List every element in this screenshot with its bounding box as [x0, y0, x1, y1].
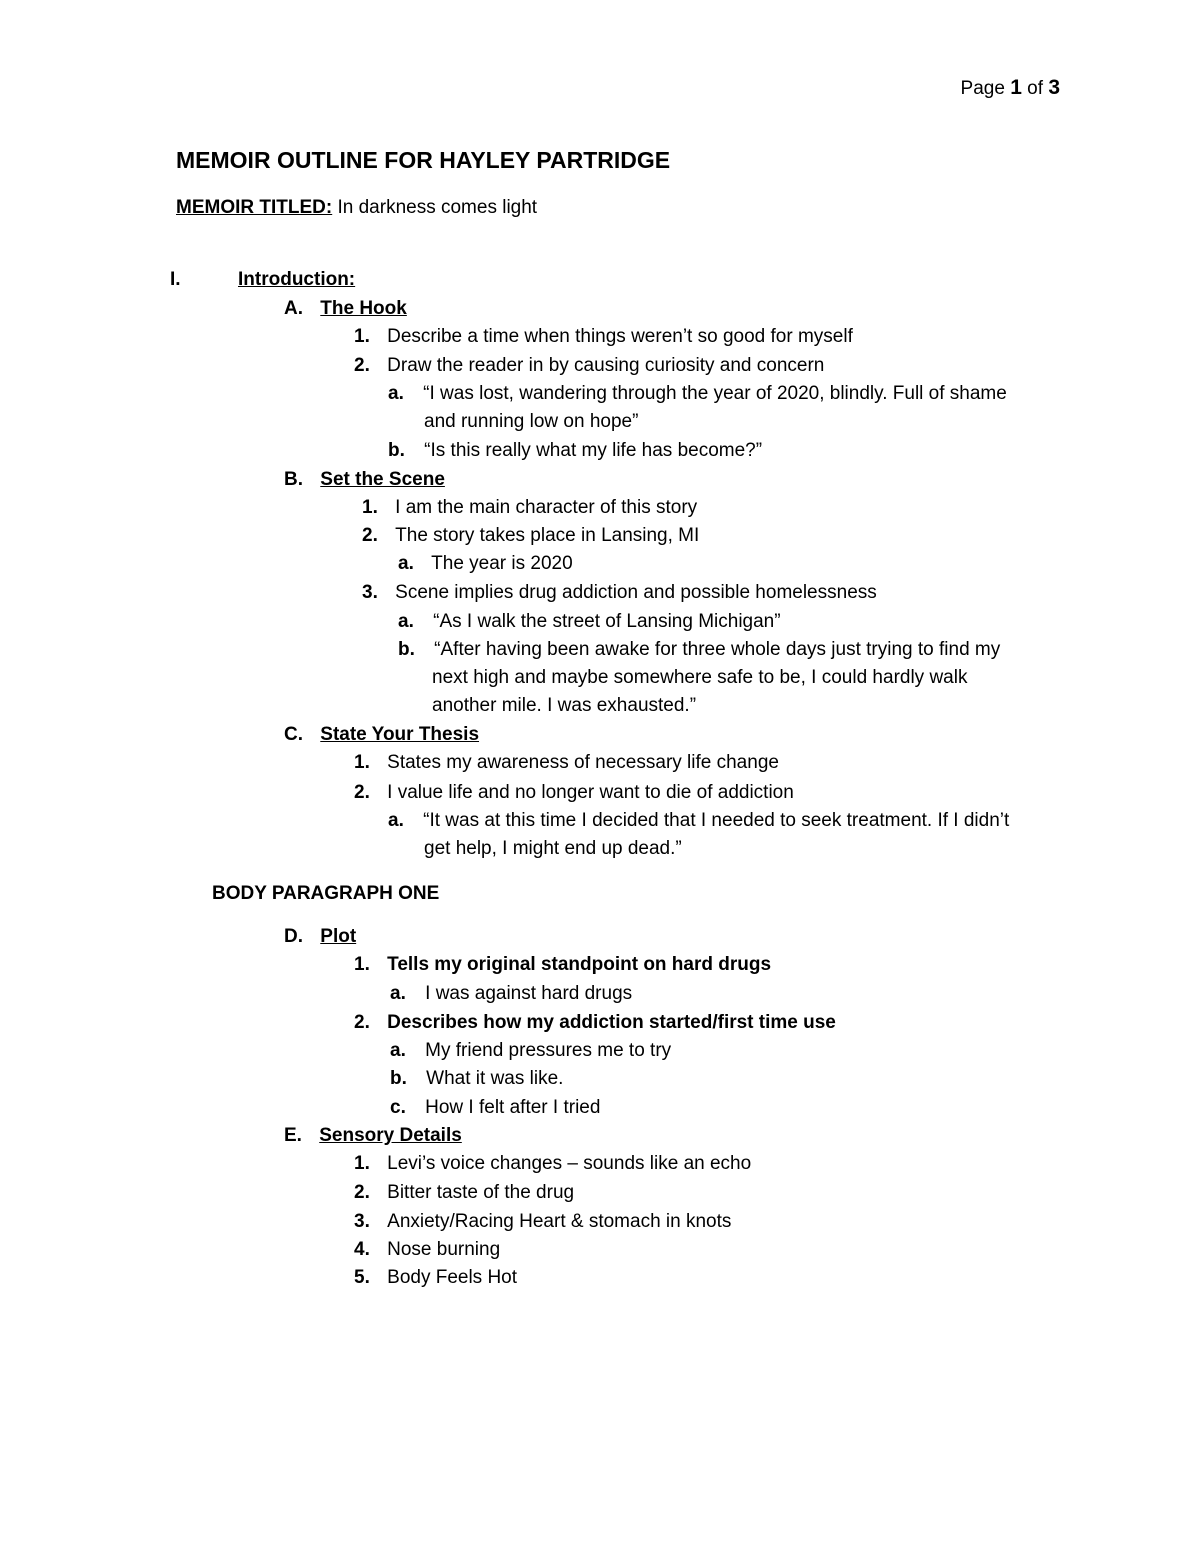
item-text: Describe a time when things weren’t so good for myself — [387, 326, 853, 347]
section-marker: I. — [170, 269, 181, 290]
outline-item-A1 — [354, 323, 853, 351]
outline-item-D2a — [390, 1037, 671, 1065]
item-text: Describes how my addiction started/first time use — [387, 1012, 836, 1033]
item-marker: a. — [388, 383, 404, 404]
outline-item-C2a-cont — [424, 835, 682, 863]
item-text: Tells my original standpoint on hard drugs — [387, 954, 772, 975]
outline-item-D2b — [390, 1065, 563, 1093]
outline-item-D1 — [354, 951, 771, 979]
item-text: Levi’s voice changes – sounds like an echo — [387, 1153, 752, 1174]
page-prefix: Page — [960, 78, 1005, 99]
page-number — [961, 76, 1060, 100]
item-text-line1: “After having been awake for three whole days just trying to find my — [434, 639, 1001, 660]
item-marker: 2. — [362, 525, 378, 546]
item-text-line2: and running low on hope” — [424, 411, 639, 432]
outline-item-E2 — [354, 1179, 574, 1207]
item-marker: 2. — [354, 355, 370, 376]
item-marker: 1. — [354, 1153, 370, 1174]
item-marker: a. — [388, 810, 404, 831]
section-label: Introduction: — [238, 269, 356, 290]
item-text: Nose burning — [387, 1239, 501, 1260]
item-text: “Is this really what my life has become?” — [424, 440, 763, 461]
item-text: Bitter taste of the drug — [387, 1182, 575, 1203]
memoir-title-value: In darkness comes light — [337, 197, 538, 218]
outline-item-D1a — [390, 980, 632, 1008]
item-heading: The Hook — [320, 298, 407, 319]
item-text: Scene implies drug addiction and possible homelessness — [395, 582, 877, 603]
item-marker: 3. — [354, 1211, 370, 1232]
item-text: States my awareness of necessary life change — [387, 752, 779, 773]
item-marker: 1. — [362, 497, 378, 518]
item-text: What it was like. — [426, 1068, 564, 1089]
outline-item-A — [284, 295, 407, 323]
item-marker: B. — [284, 469, 303, 490]
item-marker: a. — [398, 611, 414, 632]
outline-item-E — [284, 1122, 462, 1150]
outline-item-C1 — [354, 749, 779, 777]
item-heading: State Your Thesis — [320, 724, 480, 745]
outline-item-A2a-cont — [424, 408, 638, 436]
outline-item-B2a — [398, 550, 573, 578]
item-marker: 1. — [354, 954, 370, 975]
item-text: I value life and no longer want to die of addiction — [387, 782, 794, 803]
section-introduction — [170, 266, 181, 294]
item-marker: 1. — [354, 752, 370, 773]
item-marker: C. — [284, 724, 303, 745]
page-current: 1 — [1010, 76, 1022, 99]
outline-item-A2a — [388, 380, 1007, 408]
outline-item-C2a — [388, 807, 1009, 835]
item-text-line2: next high and maybe somewhere safe to be, I could hardly walk — [432, 667, 968, 688]
item-marker: 3. — [362, 582, 378, 603]
page-total: 3 — [1048, 76, 1060, 99]
item-text: Draw the reader in by causing curiosity and concern — [387, 355, 825, 376]
item-text: How I felt after I tried — [425, 1097, 601, 1118]
outline-item-C — [284, 721, 479, 749]
item-text-line3: another mile. I was exhausted.” — [432, 695, 697, 716]
item-text-line1: “It was at this time I decided that I needed to seek treatment. If I didn’t — [423, 810, 1010, 831]
item-marker: a. — [398, 553, 414, 574]
outline-item-E5 — [354, 1264, 517, 1292]
item-text: I am the main character of this story — [395, 497, 698, 518]
item-text: Anxiety/Racing Heart & stomach in knots — [387, 1211, 732, 1232]
item-text-line2: get help, I might end up dead.” — [424, 838, 682, 859]
outline-item-A2 — [354, 352, 824, 380]
outline-item-D2c — [390, 1094, 600, 1122]
item-text: I was against hard drugs — [425, 983, 633, 1004]
item-marker: 5. — [354, 1267, 370, 1288]
item-text: The year is 2020 — [431, 553, 573, 574]
outline-item-E4 — [354, 1236, 500, 1264]
item-marker: c. — [390, 1097, 406, 1118]
outline-item-D — [284, 923, 356, 951]
item-marker: E. — [284, 1125, 302, 1146]
outline-item-B3b-cont1 — [432, 664, 967, 692]
section-introduction-label-row — [238, 266, 355, 294]
memoir-title-line — [176, 197, 537, 219]
outline-item-A2b — [388, 437, 762, 465]
item-heading: Sensory Details — [319, 1125, 462, 1146]
outline-item-D2 — [354, 1009, 836, 1037]
item-text: My friend pressures me to try — [425, 1040, 672, 1061]
item-marker: A. — [284, 298, 303, 319]
outline-item-E3 — [354, 1208, 731, 1236]
item-heading: Plot — [320, 926, 357, 947]
outline-item-B3a — [398, 608, 781, 636]
item-text-line1: “I was lost, wandering through the year of 2020, blindly. Full of shame — [423, 383, 1007, 404]
page-of: of — [1027, 78, 1044, 99]
item-marker: b. — [388, 440, 405, 461]
item-marker: D. — [284, 926, 303, 947]
body-paragraph-heading: BODY PARAGRAPH ONE — [212, 883, 440, 904]
item-text: The story takes place in Lansing, MI — [395, 525, 700, 546]
outline-item-B3b-cont2 — [432, 692, 696, 720]
document-title: MEMOIR OUTLINE FOR HAYLEY PARTRIDGE — [176, 147, 671, 173]
outline-item-B3b — [398, 636, 1000, 664]
outline-item-B — [284, 466, 445, 494]
outline-item-B2 — [362, 522, 699, 550]
item-marker: 2. — [354, 1182, 370, 1203]
item-text: “As I walk the street of Lansing Michigan” — [433, 611, 781, 632]
outline-item-B3 — [362, 579, 877, 607]
item-marker: 2. — [354, 782, 370, 803]
item-marker: 1. — [354, 326, 370, 347]
item-marker: b. — [398, 639, 415, 660]
memoir-title-label: MEMOIR TITLED: — [176, 197, 333, 218]
item-marker: 2. — [354, 1012, 370, 1033]
item-marker: b. — [390, 1068, 407, 1089]
item-marker: 4. — [354, 1239, 370, 1260]
outline-item-C2 — [354, 779, 794, 807]
item-marker: a. — [390, 1040, 406, 1061]
outline-item-E1 — [354, 1150, 751, 1178]
item-marker: a. — [390, 983, 406, 1004]
outline-item-B1 — [362, 494, 697, 522]
item-text: Body Feels Hot — [387, 1267, 518, 1288]
item-heading: Set the Scene — [320, 469, 445, 490]
